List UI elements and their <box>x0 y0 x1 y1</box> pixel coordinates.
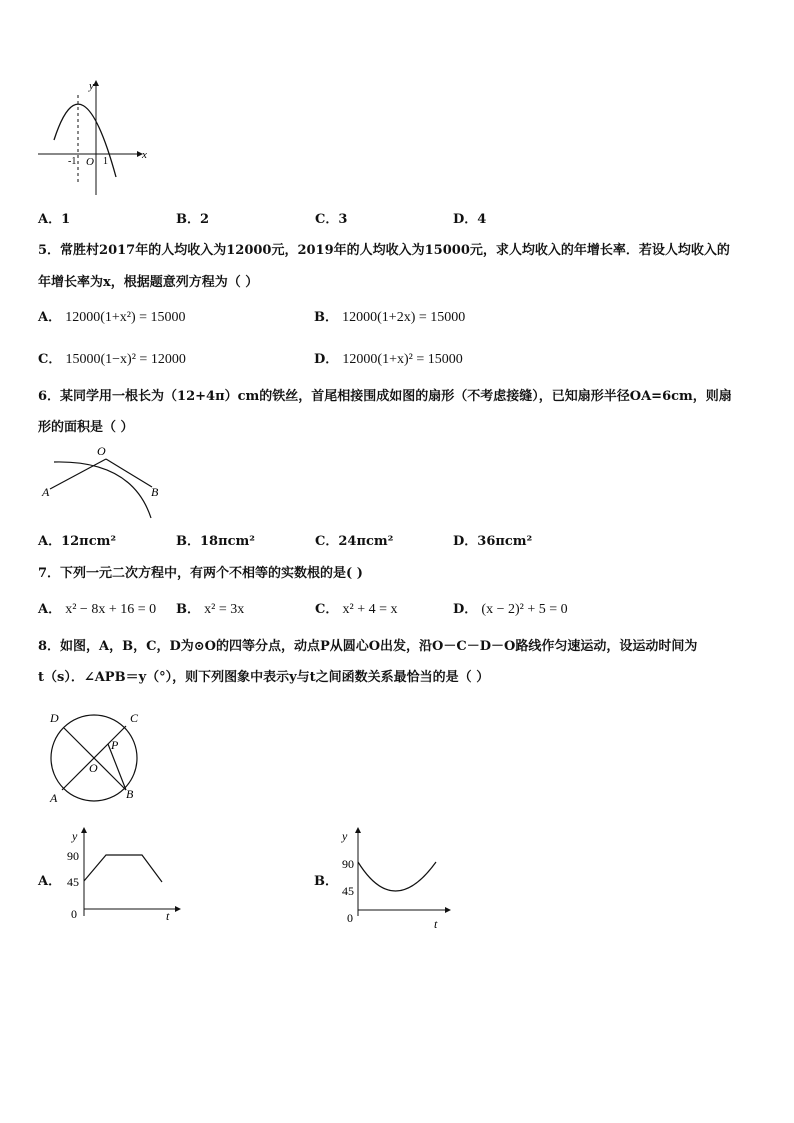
q5-option-d[interactable] <box>314 348 463 368</box>
tick-1: 1 <box>103 156 108 167</box>
q7-option-b[interactable] <box>176 598 244 618</box>
q5-option-c-math: 15000(1−x)² = 12000 <box>65 352 186 367</box>
sector-figure <box>36 440 176 522</box>
q7-text-line1: 7．下列一元二次方程中，有两个不相等的实数根的是( ) <box>38 566 363 581</box>
q8-text-line2: t（s）．∠APB＝y（°），则下列图象中表示y与t之间函数关系最恰当的是（ ） <box>38 670 490 685</box>
q6-option-b[interactable]: B．18πcm² <box>176 534 255 549</box>
q7-option-c-label: C． <box>315 602 339 617</box>
q5-option-c[interactable] <box>38 348 186 368</box>
graph-a-tick-45: 45 <box>67 875 79 889</box>
graph-b-t-label: t <box>434 917 438 931</box>
q6-option-d[interactable]: D．36πcm² <box>453 534 533 549</box>
q5-option-b-math: 12000(1+2x) = 15000 <box>342 310 466 325</box>
q7-option-a-math: x² − 8x + 16 = 0 <box>65 602 157 617</box>
graph-a-origin: 0 <box>71 907 77 921</box>
q5-option-a-label: A． <box>38 310 62 325</box>
q7-option-d-label: D． <box>453 602 478 617</box>
q5-text-line1: 5．常胜村2017年的人均收入为12000元，2019年的人均收入为15000元，求人均收入的年增长率．若设人均收入的 <box>38 243 730 258</box>
graph-a-y-label: y <box>72 829 78 843</box>
graph-b-tick-45: 45 <box>342 884 354 898</box>
circle-label-c: C <box>130 711 139 725</box>
q7-option-c-math: x² + 4 = x <box>342 602 398 617</box>
q7-option-a[interactable] <box>38 598 156 618</box>
x-axis-label: x <box>142 149 147 161</box>
circle-label-o: O <box>89 761 98 775</box>
graph-a-tick-90: 90 <box>67 849 79 863</box>
circle-label-b: B <box>126 787 134 801</box>
sector-label-o: O <box>97 444 106 458</box>
q5-option-a[interactable] <box>38 306 186 326</box>
q7-option-d-math: (x − 2)² + 5 = 0 <box>481 602 568 617</box>
tick-neg1: -1 <box>68 156 77 167</box>
q6-text-line2: 形的面积是（ ） <box>38 420 134 435</box>
q7-option-a-label: A． <box>38 602 62 617</box>
parabola-figure <box>36 75 166 200</box>
circle-label-p: P <box>111 738 119 752</box>
q8-text-line1: 8．如图，A，B，C，D为⊙O的四等分点，动点P从圆心O出发，沿O－C－D－O路线作匀速运动，设运动时间为 <box>38 639 698 654</box>
q5-option-b[interactable] <box>314 306 465 326</box>
circle-label-a: A <box>50 791 58 804</box>
graph-a-label[interactable]: A． <box>38 874 62 889</box>
origin-label: O <box>86 156 94 168</box>
q7-option-c[interactable] <box>315 598 398 618</box>
q4-option-c[interactable]: C．3 <box>315 212 348 227</box>
q7-option-d[interactable] <box>453 598 568 618</box>
graph-a-t-label: t <box>166 909 170 923</box>
graph-b-origin: 0 <box>347 911 353 925</box>
q5-option-c-label: C． <box>38 352 62 367</box>
q6-option-c[interactable]: C．24πcm² <box>315 534 394 549</box>
q5-option-b-label: B． <box>314 310 338 325</box>
circle-figure <box>42 704 152 804</box>
graph-a[interactable] <box>64 824 194 924</box>
graph-b-curve <box>358 862 436 891</box>
q6-text-line1: 6．某同学用一根长为（12+4π）cm的铁丝，首尾相接围成如图的扇形（不考虑接缝），已知扇形半径OA=6cm，则扇 <box>38 389 732 404</box>
q5-option-d-label: D． <box>314 352 339 367</box>
q6-option-a[interactable]: A．12πcm² <box>38 534 117 549</box>
graph-b-y-label: y <box>342 829 348 843</box>
q4-option-d[interactable]: D．4 <box>453 212 487 227</box>
q7-option-b-label: B． <box>176 602 200 617</box>
q4-option-b[interactable]: B．2 <box>176 212 210 227</box>
q7-option-b-math: x² = 3x <box>204 602 245 617</box>
y-axis-label: y <box>89 80 94 92</box>
sector-label-b: B <box>151 485 159 499</box>
graph-b[interactable] <box>338 824 468 932</box>
q5-text-line2: 年增长率为x，根据题意列方程为（ ） <box>38 275 259 290</box>
circle-label-d: D <box>50 711 59 725</box>
sector-label-a: A <box>42 485 50 499</box>
graph-b-label[interactable]: B． <box>314 874 338 889</box>
q5-option-a-math: 12000(1+x²) = 15000 <box>65 310 186 325</box>
sector-arc <box>54 462 151 518</box>
q4-option-a[interactable]: A．1 <box>38 212 71 227</box>
q5-option-d-math: 12000(1+x)² = 15000 <box>342 352 463 367</box>
graph-b-tick-90: 90 <box>342 857 354 871</box>
graph-a-curve <box>84 855 162 882</box>
